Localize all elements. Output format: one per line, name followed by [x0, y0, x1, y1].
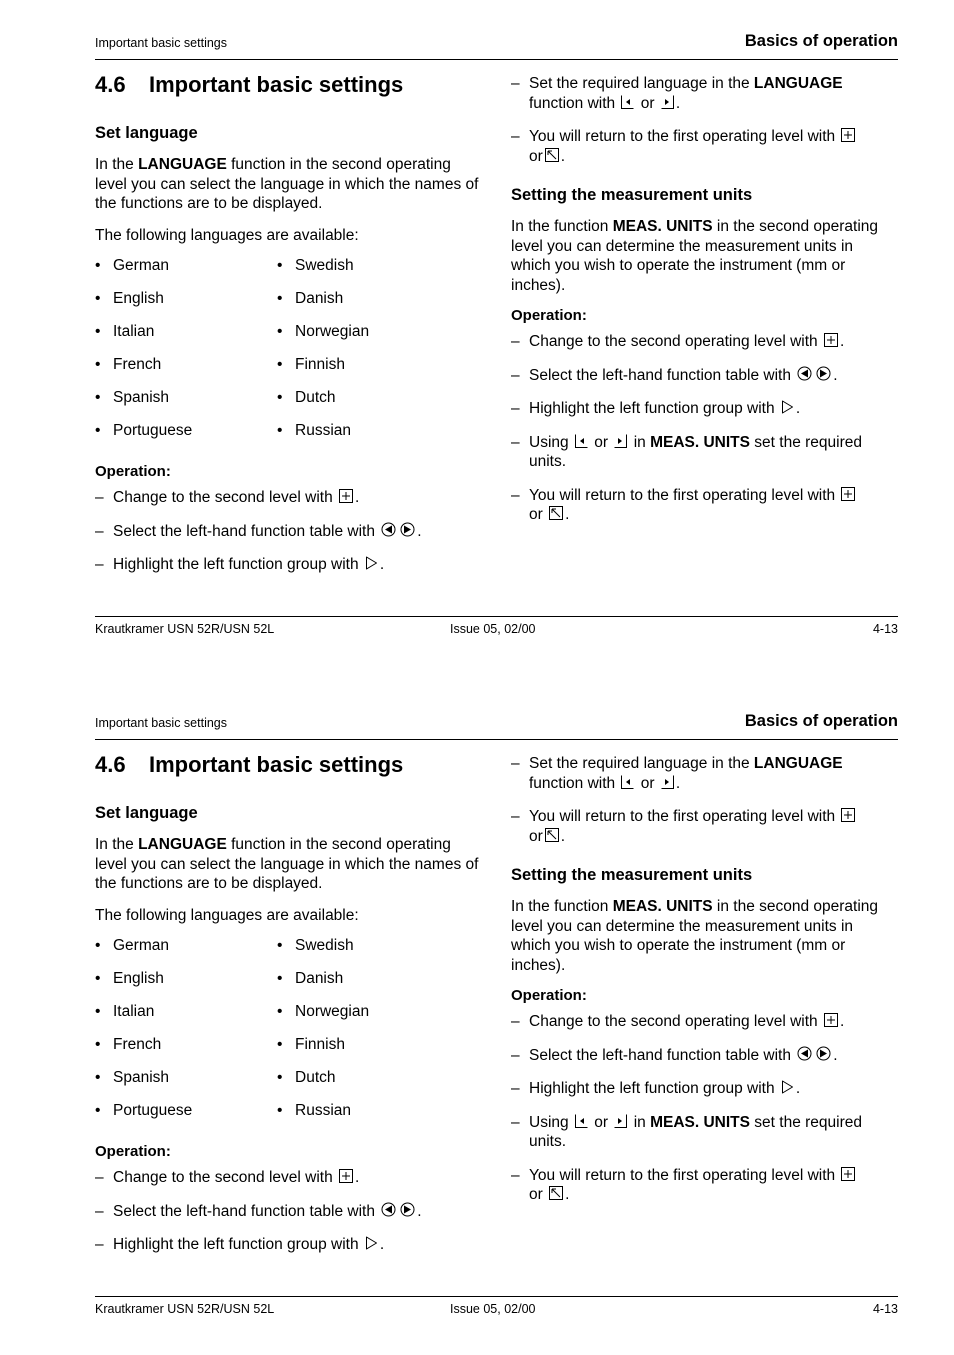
plus-key-icon — [841, 1167, 855, 1181]
play-key-icon — [365, 1236, 378, 1250]
value-up-key-icon — [661, 95, 674, 109]
language-steps — [95, 488, 480, 575]
units-steps — [511, 332, 896, 525]
section-title: Important basic settings — [149, 752, 404, 777]
units-heading: Setting the measurement units — [511, 186, 753, 204]
list-item: • Italian — [95, 323, 155, 340]
languages-available-text: The following languages are available: — [95, 226, 359, 244]
value-down-key-icon — [621, 775, 634, 789]
list-item: • Finnish — [277, 1036, 345, 1053]
header-chapter: Important basic settings — [95, 716, 228, 730]
list-item: • Danish — [277, 290, 344, 307]
left-arrow-key-icon — [797, 1046, 812, 1061]
header-chapter: Important basic settings — [95, 36, 228, 50]
value-down-key-icon — [621, 95, 634, 109]
list-item: • Norwegian — [277, 1003, 370, 1020]
list-item: – Using or in MEAS. UNITS set the required units. — [511, 433, 863, 470]
footer-divider — [95, 1296, 898, 1297]
language-list — [95, 257, 480, 455]
section-number: 4.6 — [95, 752, 126, 777]
list-item: • Finnish — [277, 356, 345, 373]
set-language-heading: Set language — [95, 804, 198, 822]
plus-key-icon — [841, 487, 855, 501]
list-item: • French — [95, 1036, 162, 1053]
list-item: – You will return to the first operating level with or . — [511, 127, 896, 166]
language-list — [95, 937, 480, 1135]
list-item: – Using or in MEAS. UNITS set the required units. — [511, 1113, 863, 1150]
operation-label: Operation: — [511, 307, 587, 324]
play-key-icon — [781, 400, 794, 414]
right-column — [511, 74, 896, 539]
list-item: • Russian — [277, 422, 351, 439]
list-item: – You will return to the first operating level with or . — [511, 1166, 896, 1205]
list-item: • Spanish — [95, 389, 170, 406]
right-arrow-key-icon — [400, 1202, 415, 1217]
list-item: – You will return to the first operating level with or . — [511, 807, 896, 846]
list-item: – Change to the second level with . — [95, 489, 360, 506]
escape-key-icon — [549, 1186, 563, 1200]
footer-product: Krautkramer USN 52R/USN 52L — [95, 622, 275, 636]
set-language-intro: In the LANGUAGE function in the second operating level you can select the language in which the names of the functions are to be displayed. — [95, 836, 479, 892]
value-up-key-icon — [614, 434, 627, 448]
value-down-key-icon — [575, 1114, 588, 1128]
languages-available-text: The following languages are available: — [95, 906, 359, 924]
list-item: • Russian — [277, 1102, 351, 1119]
left-arrow-key-icon — [381, 1202, 396, 1217]
list-item: – Highlight the left function group with . — [95, 1236, 385, 1253]
list-item: • Swedish — [277, 257, 354, 274]
manual-page — [0, 680, 954, 1355]
right-column — [511, 754, 896, 1219]
plus-key-icon — [824, 1013, 838, 1027]
right-arrow-key-icon — [400, 522, 415, 537]
set-language-intro: In the LANGUAGE function in the second operating level you can select the language in which the names of the functions are to be displayed. — [95, 156, 479, 212]
page-title — [95, 752, 480, 778]
list-item: • English — [95, 970, 164, 987]
plus-key-icon — [824, 333, 838, 347]
left-column — [95, 72, 480, 589]
section-title: Important basic settings — [149, 72, 404, 97]
list-item: – Select the left-hand function table with . — [95, 522, 422, 540]
units-heading: Setting the measurement units — [511, 866, 753, 884]
units-intro: In the function MEAS. UNITS in the second operating level you can determine the measurement units in which you wish to operate the instrument (mm or inches). — [511, 218, 879, 294]
list-item: • Dutch — [277, 1069, 336, 1086]
value-up-key-icon — [614, 1114, 627, 1128]
footer-divider — [95, 616, 898, 617]
section-number: 4.6 — [95, 72, 126, 97]
list-item: – Set the required language in the LANGUAGE function with or . — [511, 755, 843, 792]
list-item: – Highlight the left function group with . — [511, 400, 801, 417]
list-item: – You will return to the first operating level with or . — [511, 486, 896, 525]
play-key-icon — [365, 556, 378, 570]
value-down-key-icon — [575, 434, 588, 448]
list-item: • German — [95, 257, 169, 274]
language-steps-continued — [511, 754, 896, 846]
list-item: – Highlight the left function group with . — [511, 1080, 801, 1097]
plus-key-icon — [841, 128, 855, 142]
left-arrow-key-icon — [797, 366, 812, 381]
header-divider — [95, 739, 898, 740]
list-item: • Dutch — [277, 389, 336, 406]
list-item: • Portuguese — [95, 1102, 193, 1119]
list-item: – Select the left-hand function table with . — [511, 1046, 838, 1064]
plus-key-icon — [339, 1169, 353, 1183]
list-item: • Norwegian — [277, 323, 370, 340]
list-item: • Swedish — [277, 937, 354, 954]
play-key-icon — [781, 1080, 794, 1094]
footer-issue: Issue 05, 02/00 — [450, 1302, 536, 1316]
footer-product: Krautkramer USN 52R/USN 52L — [95, 1302, 275, 1316]
plus-key-icon — [339, 489, 353, 503]
operation-label: Operation: — [95, 1143, 171, 1160]
list-item: – Select the left-hand function table with . — [95, 1202, 422, 1220]
header-section: Basics of operation — [744, 712, 898, 730]
page-title — [95, 72, 480, 98]
left-arrow-key-icon — [381, 522, 396, 537]
header-divider — [95, 59, 898, 60]
header-section: Basics of operation — [744, 32, 898, 50]
value-up-key-icon — [661, 775, 674, 789]
set-language-heading: Set language — [95, 124, 198, 142]
escape-key-icon — [545, 148, 559, 162]
list-item: – Change to the second operating level with . — [511, 1013, 845, 1030]
list-item: – Set the required language in the LANGUAGE function with or . — [511, 75, 843, 112]
right-arrow-key-icon — [816, 1046, 831, 1061]
footer-issue: Issue 05, 02/00 — [450, 622, 536, 636]
list-item: • Danish — [277, 970, 344, 987]
right-arrow-key-icon — [816, 366, 831, 381]
list-item: • German — [95, 937, 169, 954]
left-column — [95, 752, 480, 1269]
list-item: • Portuguese — [95, 422, 193, 439]
list-item: – Change to the second operating level with . — [511, 333, 845, 350]
list-item: • English — [95, 290, 164, 307]
manual-page — [0, 0, 954, 675]
list-item: – Highlight the left function group with . — [95, 556, 385, 573]
list-item: – Select the left-hand function table with . — [511, 366, 838, 384]
units-steps — [511, 1012, 896, 1205]
list-item: • Spanish — [95, 1069, 170, 1086]
language-steps — [95, 1168, 480, 1255]
language-steps-continued — [511, 74, 896, 166]
units-intro: In the function MEAS. UNITS in the second operating level you can determine the measurement units in which you wish to operate the instrument (mm or inches). — [511, 898, 879, 974]
page-number: 4-13 — [872, 1302, 898, 1316]
list-item: • Italian — [95, 1003, 155, 1020]
plus-key-icon — [841, 808, 855, 822]
list-item: • French — [95, 356, 162, 373]
list-item: – Change to the second level with . — [95, 1169, 360, 1186]
escape-key-icon — [545, 828, 559, 842]
page-number: 4-13 — [872, 622, 898, 636]
operation-label: Operation: — [511, 987, 587, 1004]
operation-label: Operation: — [95, 463, 171, 480]
escape-key-icon — [549, 506, 563, 520]
